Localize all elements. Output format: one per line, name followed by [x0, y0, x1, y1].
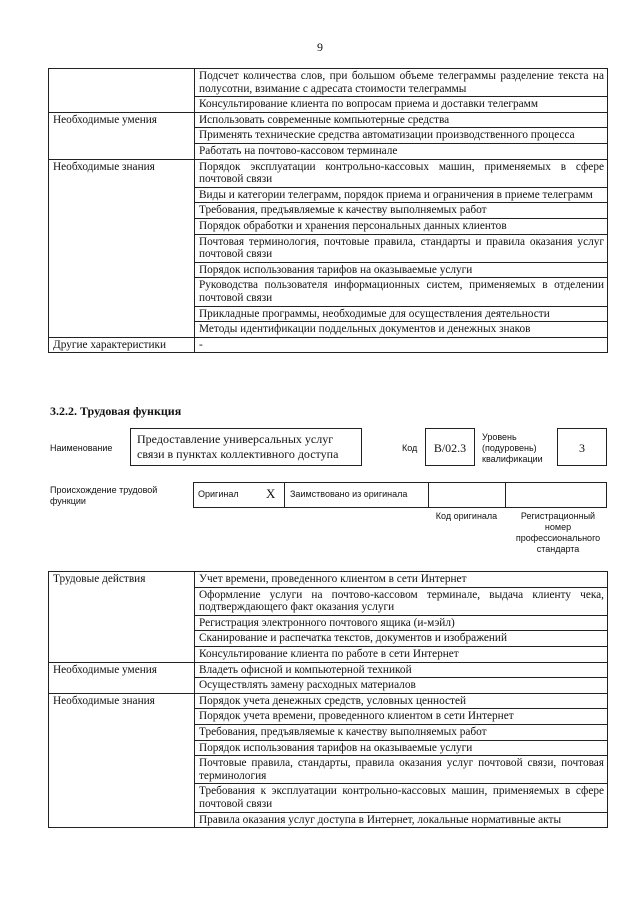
- row-item: Требования к эксплуатации контрольно-кассовых машин, применяемых в сфере почтовой связи: [195, 784, 608, 812]
- original-mark: X: [266, 486, 276, 501]
- divider: [428, 482, 429, 508]
- competency-table-2: [48, 571, 608, 828]
- row-item: Осуществлять замену расходных материалов: [195, 678, 608, 694]
- reg-caption: Регистрационный номер профессионального стандарта: [515, 511, 601, 554]
- row-group-label: Необходимые умения: [49, 662, 195, 693]
- row-group-label: [49, 69, 195, 113]
- row-item: Использовать современные компьютерные средства: [195, 112, 608, 128]
- level-value: 3: [557, 428, 607, 466]
- row-item: Консультирование клиента по работе в сети Интернет: [195, 646, 608, 662]
- row-item: Применять технические средства автоматизации производственного процесса: [195, 128, 608, 144]
- borrowed-label: Заимствовано из оригинала: [290, 489, 408, 499]
- row-item: Методы идентификации поддельных документов и денежных знаков: [195, 322, 608, 338]
- row-group-label: Необходимые знания: [49, 693, 195, 827]
- row-item: Требования, предъявляемые к качеству выполняемых работ: [195, 724, 608, 740]
- table-row: [49, 337, 608, 353]
- row-item: Порядок учета денежных средств, условных ценностей: [195, 693, 608, 709]
- row-item: Владеть офисной и компьютерной техникой: [195, 662, 608, 678]
- row-item: Порядок использования тарифов на оказываемые услуги: [195, 262, 608, 278]
- table-row: [49, 662, 608, 678]
- divider: [505, 482, 506, 508]
- table-row: [49, 112, 608, 128]
- divider: [284, 482, 285, 508]
- name-label: Наименование: [50, 443, 113, 453]
- competency-table-1: [48, 68, 608, 353]
- row-item: Почтовые правила, стандарты, правила оказания услуг почтовой связи, почтовая терминология: [195, 756, 608, 784]
- table-row: [49, 693, 608, 709]
- origin-label: Происхождение трудовой функции: [50, 485, 158, 506]
- row-item: Правила оказания услуг доступа в Интернет, локальные нормативные акты: [195, 812, 608, 828]
- row-item: Оформление услуги на почтово-кассовом терминале, выдача клиенту чека, подтверждающего факт оказания услуги: [195, 587, 608, 615]
- code-value: В/02.3: [425, 428, 475, 466]
- table-row: [49, 572, 608, 588]
- original-label: Оригинал: [198, 489, 239, 499]
- row-item: Прикладные программы, необходимые для осуществления деятельности: [195, 306, 608, 322]
- row-group-label: Трудовые действия: [49, 572, 195, 663]
- code-label: Код: [402, 443, 418, 453]
- section-title: 3.2.2. Трудовая функция: [50, 404, 182, 418]
- row-item: Порядок использования тарифов на оказываемые услуги: [195, 740, 608, 756]
- row-item: Порядок обработки и хранения персональных данных клиентов: [195, 218, 608, 234]
- row-group-label: Другие характеристики: [49, 337, 195, 353]
- table-row: [49, 69, 608, 97]
- row-item: Регистрация электронного почтового ящика (и-мэйл): [195, 615, 608, 631]
- level-label: Уровень (подуровень) квалификации: [482, 432, 543, 464]
- page-number: 9: [317, 40, 323, 54]
- row-item: Работать на почтово-кассовом терминале: [195, 143, 608, 159]
- row-item: Учет времени, проведенного клиентом в сети Интернет: [195, 572, 608, 588]
- row-item: Сканирование и распечатка текстов, документов и изображений: [195, 631, 608, 647]
- row-item: -: [195, 337, 608, 353]
- row-item: Консультирование клиента по вопросам приема и доставки телеграмм: [195, 97, 608, 113]
- row-item: Подсчет количества слов, при большом объеме телеграммы разделение текста на полусотни, взимание с адресата стоимости телеграммы: [195, 69, 608, 97]
- row-item: Виды и категории телеграмм, порядок приема и ограничения в приеме телеграмм: [195, 187, 608, 203]
- row-item: Руководства пользователя информационных систем, применяемых в отделении почтовой связи: [195, 278, 608, 306]
- row-group-label: Необходимые умения: [49, 112, 195, 159]
- row-item: Порядок эксплуатации контрольно-кассовых машин, применяемых в сфере почтовой связи: [195, 159, 608, 187]
- row-item: Порядок учета времени, проведенного клиентом в сети Интернет: [195, 709, 608, 725]
- code-caption: Код оригинала: [435, 511, 498, 521]
- table-row: [49, 159, 608, 187]
- row-group-label: Необходимые знания: [49, 159, 195, 337]
- function-name: Предоставление универсальных услуг связи в пунктах коллективного доступа: [130, 428, 362, 466]
- row-item: Требования, предъявляемые к качеству выполняемых работ: [195, 203, 608, 219]
- row-item: Почтовая терминология, почтовые правила, стандарты и правила оказания услуг почтовой связи: [195, 234, 608, 262]
